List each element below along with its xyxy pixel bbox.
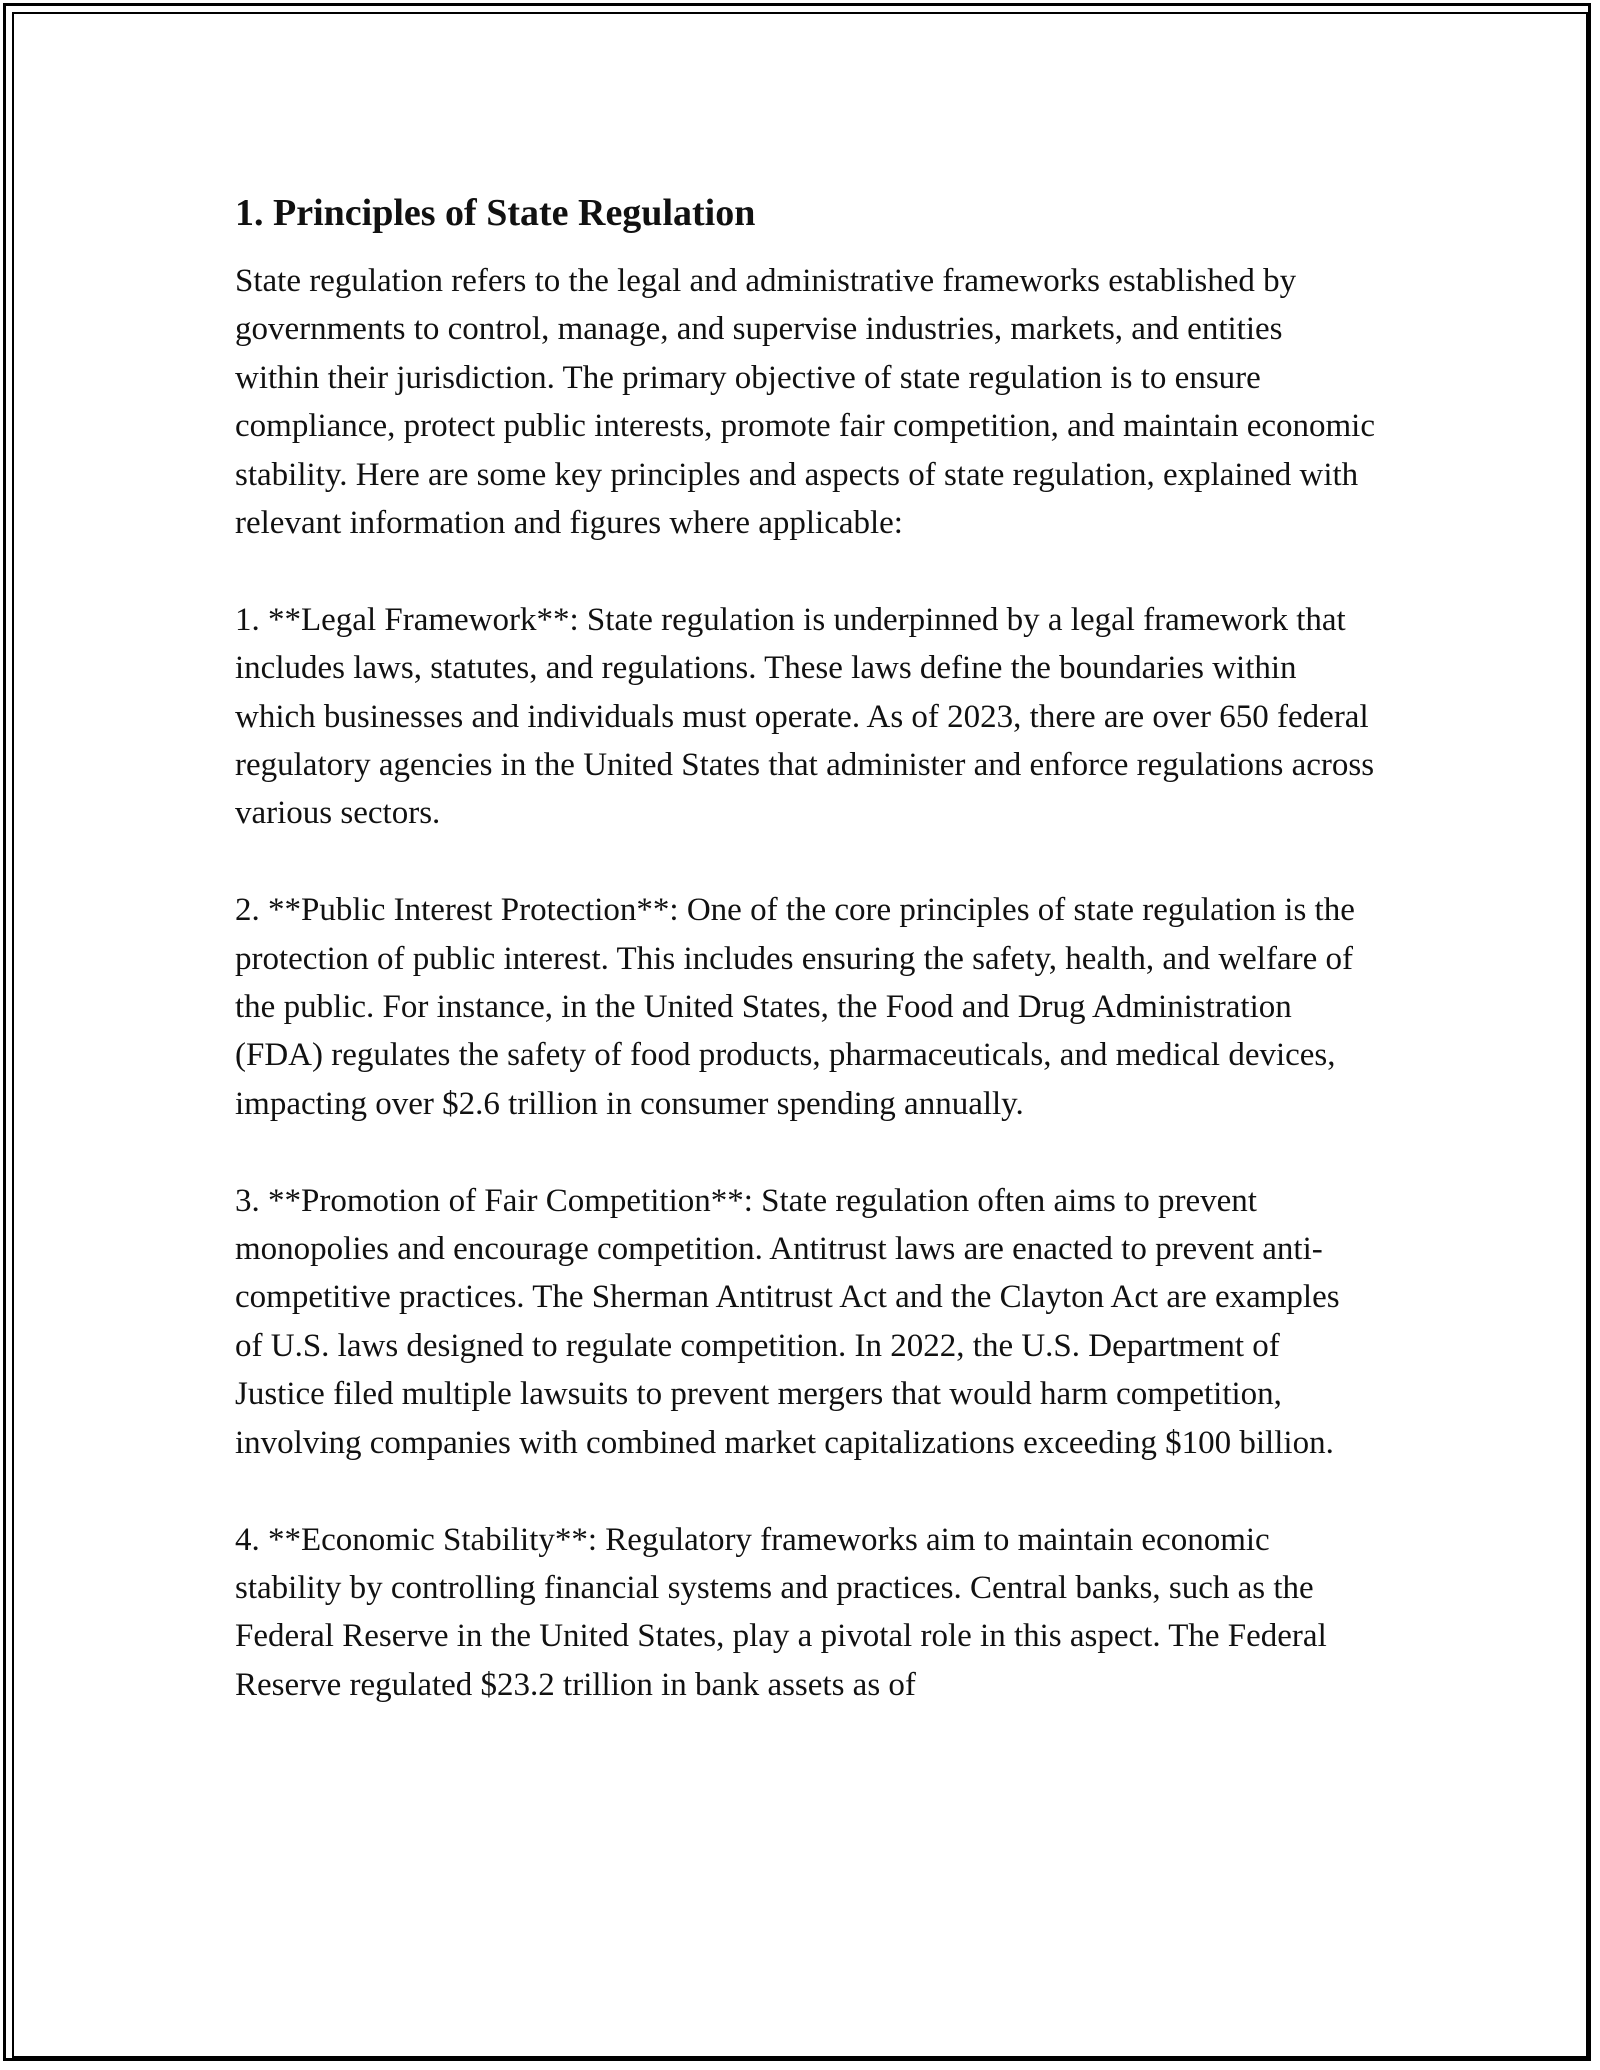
legal-framework-paragraph: 1. **Legal Framework**: State regulation is underpinned by a legal framework that includes laws, statutes, and regulations. These laws define the boundaries within which businesses and individuals must operate. As of 2023, there are over 650 federal regulatory agencies in the United States that administer and enforce regulations across various sectors.	[235, 601, 1375, 832]
document-body	[235, 185, 1375, 1709]
section-heading: 1. Principles of State Regulation	[235, 192, 756, 234]
public-interest-paragraph: 2. **Public Interest Protection**: One of the core principles of state regulation is the protection of public interest. This includes ensuring the safety, health, and welfare of the public. For instance, in the United States, the Food and Drug Administration (FDA) regulates the safety of food products, pharmaceuticals, and medical devices, impacting over $2.6 trillion in consumer spending annually.	[235, 892, 1355, 1122]
fair-competition-paragraph: 3. **Promotion of Fair Competition**: State regulation often aims to prevent monopolies and encourage competition. Antitrust laws are enacted to prevent anti-competitive practices. The Sherman Antitrust Act and the Clayton Act are examples of U.S. laws designed to regulate competition. In 2022, the U.S. Department of Justice filed multiple lawsuits to prevent mergers that would harm competition, involving companies with combined market capitalizations exceeding $100 billion.	[235, 1182, 1340, 1461]
economic-stability-paragraph: 4. **Economic Stability**: Regulatory frameworks aim to maintain economic stability by controlling financial systems and practices. Central banks, such as the Federal Reserve in the United States, play a pivotal role in this aspect. The Federal Reserve regulated $23.2 trillion in bank assets as of	[235, 1521, 1327, 1703]
intro-paragraph: State regulation refers to the legal and administrative frameworks established by governments to control, manage, and supervise industries, markets, and entities within their jurisdiction. The primary objective of state regulation is to ensure compliance, protect public interests, promote fair competition, and maintain economic stability. Here are some key principles and aspects of state regulation, explained with relevant information and figures where applicable:	[235, 263, 1375, 542]
